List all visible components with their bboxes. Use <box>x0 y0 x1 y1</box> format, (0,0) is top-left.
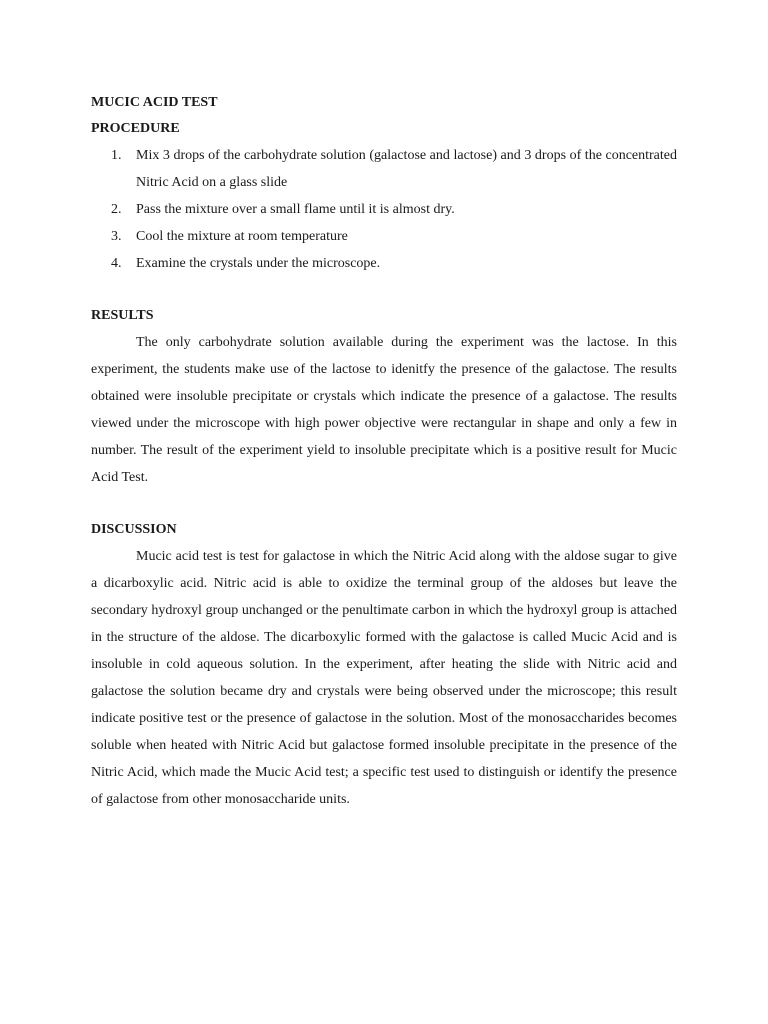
procedure-steps <box>91 142 677 277</box>
step-number: 1. <box>111 148 122 163</box>
procedure-step <box>91 250 677 277</box>
step-text: Mix 3 drops of the carbohydrate solution (galactose and lactose) and 3 drops of the concentrated Nitric Acid on a glass slide <box>136 148 677 190</box>
step-number: 2. <box>111 202 122 217</box>
procedure-step <box>91 196 677 223</box>
procedure-step <box>91 142 677 196</box>
step-text: Examine the crystals under the microscope. <box>136 256 381 271</box>
step-number: 3. <box>111 229 122 244</box>
procedure-heading: PROCEDURE <box>91 121 180 136</box>
discussion-heading: DISCUSSION <box>91 522 177 537</box>
results-heading: RESULTS <box>91 308 154 323</box>
section-spacer <box>91 277 677 303</box>
results-paragraph: The only carbohydrate solution available during the experiment was the lactose. In this experiment, the students make use of the lactose to idenitfy the presence of the galactose. The results obtained were insoluble precipitate or crystals which indicate the presence of a galactose. The results viewed under the microscope with high power objective were rectangular in shape and only a few in number. The result of the experiment yield to insoluble precipitate which is a positive result for Mucic Acid Test. <box>91 335 677 485</box>
section-spacer <box>91 491 677 517</box>
procedure-step <box>91 223 677 250</box>
document-body <box>91 90 677 813</box>
step-text: Cool the mixture at room temperature <box>136 229 348 244</box>
document-title: MUCIC ACID TEST <box>91 95 218 110</box>
step-text: Pass the mixture over a small flame until it is almost dry. <box>136 202 455 217</box>
step-number: 4. <box>111 256 122 271</box>
discussion-paragraph: Mucic acid test is test for galactose in which the Nitric Acid along with the aldose sugar to give a dicarboxylic acid. Nitric acid is able to oxidize the terminal group of the aldoses but leave the secondary hydroxyl group unchanged or the penultimate carbon in which the hydroxyl group is attached in the structure of the aldose. The dicarboxylic formed with the galactose is called Mucic Acid and is insoluble in cold aqueous solution. In the experiment, after heating the slide with Nitric acid and galactose the solution became dry and crystals were being observed under the microscope; this result indicate positive test or the presence of galactose in the solution. Most of the monosaccharides becomes soluble when heated with Nitric Acid but galactose formed insoluble precipitate in the presence of the Nitric Acid, which made the Mucic Acid test; a specific test used to distinguish or identify the presence of galactose from other monosaccharide units. <box>91 549 677 807</box>
